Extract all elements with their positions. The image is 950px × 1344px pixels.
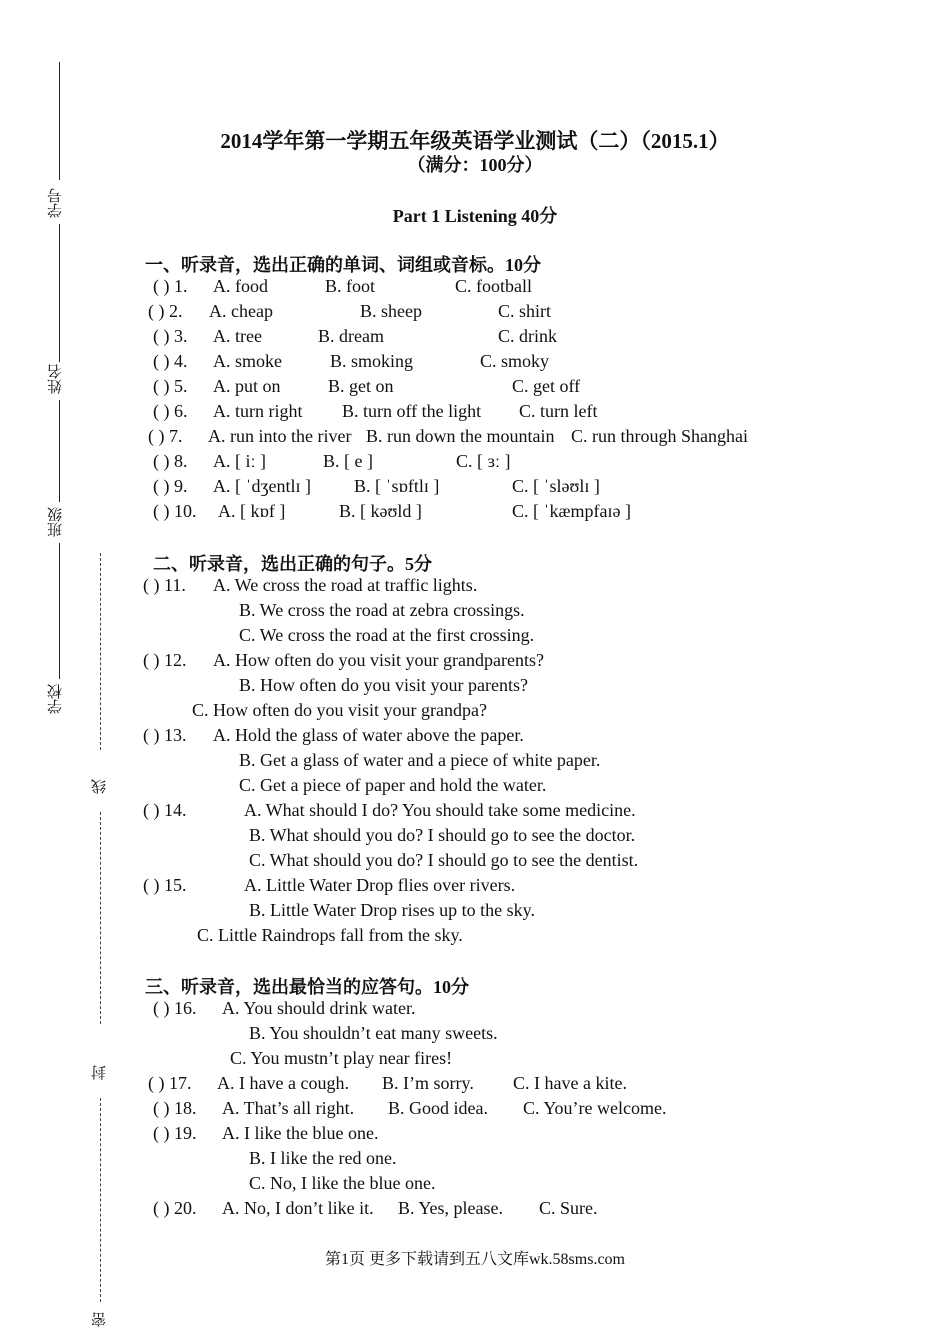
q8-option-a: A. [ iː ]	[213, 451, 266, 471]
q18-number[interactable]: ( ) 18.	[153, 1098, 197, 1118]
q9-number[interactable]: ( ) 9.	[153, 476, 188, 496]
q7-number[interactable]: ( ) 7.	[148, 426, 183, 446]
q9-option-b: B. [ ˈsɒftlɪ ]	[354, 476, 440, 496]
q7-option-c: C. run through Shanghai	[571, 426, 748, 446]
q6-option-b: B. turn off the light	[342, 401, 482, 421]
q15-option-c: C. Little Raindrops fall from the sky.	[197, 925, 463, 945]
q2-option-a: A. cheap	[209, 301, 273, 321]
q10-option-b: B. [ kəʊld ]	[339, 501, 422, 521]
q4-number[interactable]: ( ) 4.	[153, 351, 188, 371]
q20-option-b: B. Yes, please.	[398, 1198, 504, 1218]
q19-option-b: B. I like the red one.	[249, 1148, 397, 1168]
q1-number[interactable]: ( ) 1.	[153, 276, 188, 296]
seal-char: 封	[90, 1065, 108, 1080]
section2-heading: 二、听录音，选出正确的句子。5分	[153, 554, 432, 574]
section3-heading: 三、听录音，选出最恰当的应答句。10分	[145, 977, 469, 997]
q5-option-c: C. get off	[512, 376, 581, 396]
q1-option-a: A. food	[213, 276, 268, 296]
seal-line-2	[100, 812, 101, 1024]
q18-option-a: A. That’s all right.	[222, 1098, 355, 1118]
q16-option-a: A. You should drink water.	[222, 998, 416, 1018]
q11-option-c: C. We cross the road at the first crossing.	[239, 625, 535, 645]
q19-option-c: C. No, I like the blue one.	[249, 1173, 436, 1193]
q5-option-b: B. get on	[328, 376, 394, 396]
q18-option-c: C. You’re welcome.	[523, 1098, 667, 1118]
q13-number[interactable]: ( ) 13.	[143, 725, 187, 745]
q13-option-a: A. Hold the glass of water above the paper.	[213, 725, 524, 745]
q4-option-c: C. smoky	[480, 351, 550, 371]
part-heading: Part 1 Listening 40分	[392, 206, 558, 226]
q4-option-b: B. smoking	[330, 351, 414, 371]
q2-option-c: C. shirt	[498, 301, 552, 321]
q15-option-b: B. Little Water Drop rises up to the sky.	[249, 900, 536, 920]
q15-number[interactable]: ( ) 15.	[143, 875, 187, 895]
q20-option-a: A. No, I don’t like it.	[222, 1198, 374, 1218]
q19-option-a: A. I like the blue one.	[222, 1123, 379, 1143]
q5-number[interactable]: ( ) 5.	[153, 376, 188, 396]
q1-option-c: C. football	[455, 276, 532, 296]
q10-option-a: A. [ kɒf ]	[218, 501, 286, 521]
q20-option-c: C. Sure.	[539, 1198, 598, 1218]
q3-option-c: C. drink	[498, 326, 558, 346]
q2-option-b: B. sheep	[360, 301, 422, 321]
q17-number[interactable]: ( ) 17.	[148, 1073, 192, 1093]
class-label: 班级	[46, 507, 64, 537]
q18-option-b: B. Good idea.	[388, 1098, 488, 1118]
q14-option-a: A. What should I do? You should take some medicine.	[244, 800, 636, 820]
margin-rule-name	[59, 224, 60, 362]
q12-number[interactable]: ( ) 12.	[143, 650, 187, 670]
q11-option-b: B. We cross the road at zebra crossings.	[239, 600, 525, 620]
q13-option-b: B. Get a glass of water and a piece of white paper.	[239, 750, 601, 770]
q14-option-c: C. What should you do? I should go to see the dentist.	[249, 850, 639, 870]
margin-rule-class	[59, 400, 60, 502]
q8-option-c: C. [ ɜː ]	[456, 451, 511, 471]
q13-option-c: C. Get a piece of paper and hold the water.	[239, 775, 547, 795]
secret-char: 密	[90, 1312, 108, 1327]
line-char: 线	[90, 779, 108, 794]
q9-option-a: A. [ ˈdʒentlɪ ]	[213, 476, 311, 496]
q7-option-b: B. run down the mountain	[366, 426, 555, 446]
page-footer: 第1页 更多下载请到五八文库wk.58sms.com	[324, 1251, 625, 1268]
q4-option-a: A. smoke	[213, 351, 282, 371]
q3-option-a: A. tree	[213, 326, 262, 346]
q1-option-b: B. foot	[325, 276, 376, 296]
q20-number[interactable]: ( ) 20.	[153, 1198, 197, 1218]
q6-number[interactable]: ( ) 6.	[153, 401, 188, 421]
q16-number[interactable]: ( ) 16.	[153, 998, 197, 1018]
q17-option-c: C. I have a kite.	[513, 1073, 627, 1093]
q2-number[interactable]: ( ) 2.	[148, 301, 183, 321]
q14-number[interactable]: ( ) 14.	[143, 800, 187, 820]
q10-number[interactable]: ( ) 10.	[153, 501, 197, 521]
seal-line-3	[100, 1098, 101, 1302]
q11-number[interactable]: ( ) 11.	[143, 575, 186, 595]
q6-option-a: A. turn right	[213, 401, 303, 421]
q5-option-a: A. put on	[213, 376, 281, 396]
section1-heading: 一、听录音，选出正确的单词、词组或音标。10分	[145, 255, 541, 275]
q17-option-b: B. I’m sorry.	[382, 1073, 474, 1093]
q15-option-a: A. Little Water Drop flies over rivers.	[244, 875, 516, 895]
q6-option-c: C. turn left	[519, 401, 598, 421]
q8-number[interactable]: ( ) 8.	[153, 451, 188, 471]
school-label: 学校	[46, 684, 64, 714]
page-subtitle: （满分：100分）	[407, 155, 543, 175]
student-number-label: 学号	[46, 188, 64, 218]
margin-rule-school	[59, 543, 60, 679]
q16-option-b: B. You shouldn’t eat many sweets.	[249, 1023, 498, 1043]
q3-option-b: B. dream	[318, 326, 384, 346]
q8-option-b: B. [ e ]	[323, 451, 373, 471]
q14-option-b: B. What should you do? I should go to see the doctor.	[249, 825, 636, 845]
q16-option-c: C. You mustn’t play near fires!	[230, 1048, 453, 1068]
seal-line-1	[100, 553, 101, 750]
q12-option-c: C. How often do you visit your grandpa?	[192, 700, 487, 720]
q17-option-a: A. I have a cough.	[217, 1073, 349, 1093]
q11-option-a: A. We cross the road at traffic lights.	[213, 575, 478, 595]
q3-number[interactable]: ( ) 3.	[153, 326, 188, 346]
q7-option-a: A. run into the river	[208, 426, 352, 446]
name-label: 姓名	[46, 364, 64, 394]
q9-option-c: C. [ ˈsləʊlɪ ]	[512, 476, 600, 496]
q19-number[interactable]: ( ) 19.	[153, 1123, 197, 1143]
q10-option-c: C. [ ˈkæmpfaɪə ]	[512, 501, 631, 521]
page-title: 2014学年第一学期五年级英语学业测试（二）（2015.1）	[220, 129, 730, 153]
q12-option-b: B. How often do you visit your parents?	[239, 675, 528, 695]
q12-option-a: A. How often do you visit your grandparents?	[213, 650, 544, 670]
